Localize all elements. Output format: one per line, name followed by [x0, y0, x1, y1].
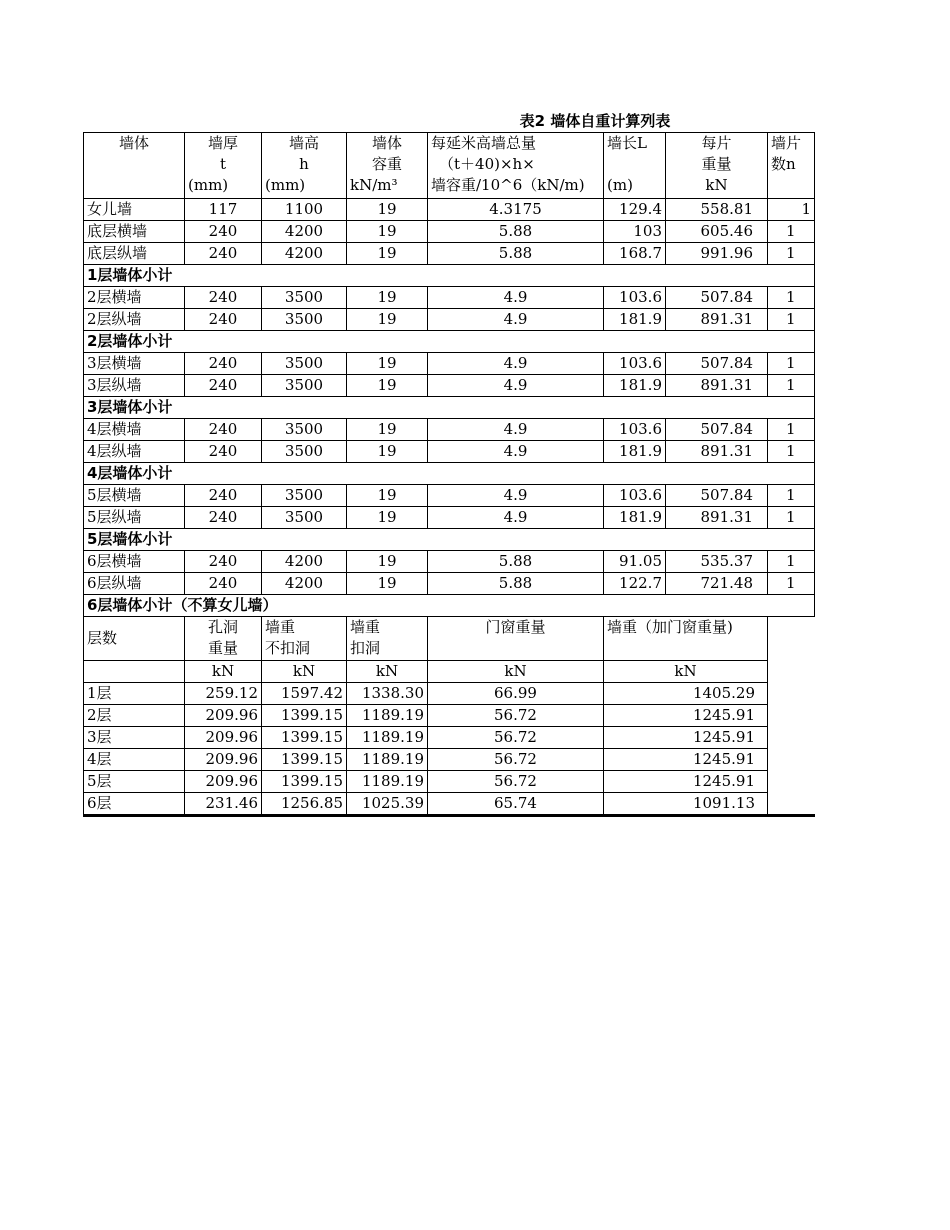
summary-floor: 1层 — [84, 683, 185, 705]
height-cell: 3500 — [262, 419, 347, 441]
height-cell: 1100 — [262, 199, 347, 221]
table-row — [84, 419, 815, 441]
summary-row — [84, 705, 815, 727]
wall-name: 女儿墙 — [84, 199, 185, 221]
subtotal-label: 5层墙体小计 — [84, 529, 815, 551]
weight-cell: 507.84 — [666, 353, 768, 375]
summary-net: 1189.19 — [347, 727, 428, 749]
length-cell: 181.9 — [604, 309, 666, 331]
header-weight: 每片 重量 kN — [666, 133, 768, 199]
count-cell: 1 — [768, 485, 815, 507]
height-cell: 3500 — [262, 485, 347, 507]
thickness-cell: 240 — [185, 441, 262, 463]
height-cell: 4200 — [262, 243, 347, 265]
count-cell: 1 — [768, 507, 815, 529]
wall-name: 4层横墙 — [84, 419, 185, 441]
count-cell: 1 — [768, 243, 815, 265]
summary-floor: 3层 — [84, 727, 185, 749]
summary-total: 1405.29 — [604, 683, 768, 705]
summary-row — [84, 683, 815, 705]
weight-cell: 507.84 — [666, 287, 768, 309]
wall-name: 6层横墙 — [84, 551, 185, 573]
empty-cell — [768, 683, 815, 705]
count-cell: 1 — [768, 287, 815, 309]
weight-cell: 558.81 — [666, 199, 768, 221]
weight-cell: 605.46 — [666, 221, 768, 243]
count-cell: 1 — [768, 309, 815, 331]
table-row — [84, 243, 815, 265]
table-row — [84, 507, 815, 529]
summary-units-row — [84, 661, 815, 683]
thickness-cell: 240 — [185, 485, 262, 507]
summary-total: 1245.91 — [604, 749, 768, 771]
summary-door-window-header: 门窗重量 — [428, 617, 604, 661]
header-density: 墙体 容重 kN/m³ — [347, 133, 428, 199]
density-cell: 19 — [347, 287, 428, 309]
summary-row — [84, 727, 815, 749]
thickness-cell: 240 — [185, 287, 262, 309]
table-row — [84, 287, 815, 309]
empty-cell — [768, 749, 815, 771]
subtotal-row — [84, 529, 815, 551]
summary-total: 1245.91 — [604, 771, 768, 793]
summary-hole: 209.96 — [185, 727, 262, 749]
subtotal-row — [84, 463, 815, 485]
density-cell: 19 — [347, 353, 428, 375]
summary-net: 1025.39 — [347, 793, 428, 816]
summary-hole: 259.12 — [185, 683, 262, 705]
summary-full: 1399.15 — [262, 705, 347, 727]
summary-total: 1245.91 — [604, 705, 768, 727]
density-cell: 19 — [347, 507, 428, 529]
per-meter-cell: 5.88 — [428, 551, 604, 573]
summary-full: 1399.15 — [262, 771, 347, 793]
summary-total: 1245.91 — [604, 727, 768, 749]
density-cell: 19 — [347, 243, 428, 265]
thickness-cell: 240 — [185, 375, 262, 397]
table-row — [84, 353, 815, 375]
summary-header-row — [84, 617, 815, 661]
length-cell: 122.7 — [604, 573, 666, 595]
per-meter-cell: 4.9 — [428, 375, 604, 397]
header-length: 墙长L (m) — [604, 133, 666, 199]
summary-door-window: 56.72 — [428, 771, 604, 793]
thickness-cell: 240 — [185, 353, 262, 375]
table-title: 表2 墙体自重计算列表 — [519, 112, 671, 130]
per-meter-cell: 5.88 — [428, 573, 604, 595]
density-cell: 19 — [347, 441, 428, 463]
length-cell: 129.4 — [604, 199, 666, 221]
header-thickness: 墙厚 t (mm) — [185, 133, 262, 199]
wall-name: 底层纵墙 — [84, 243, 185, 265]
height-cell: 3500 — [262, 287, 347, 309]
density-cell: 19 — [347, 199, 428, 221]
summary-row — [84, 793, 815, 816]
weight-cell: 891.31 — [666, 375, 768, 397]
per-meter-cell: 4.9 — [428, 419, 604, 441]
summary-full-header: 墙重 不扣洞 — [262, 617, 347, 661]
table-row — [84, 551, 815, 573]
summary-net-header: 墙重 扣洞 — [347, 617, 428, 661]
density-cell: 19 — [347, 375, 428, 397]
wall-name: 6层纵墙 — [84, 573, 185, 595]
unit-cell: kN — [347, 661, 428, 683]
summary-net: 1189.19 — [347, 771, 428, 793]
summary-floor-header: 层数 — [84, 617, 185, 661]
per-meter-cell: 5.88 — [428, 221, 604, 243]
weight-cell: 507.84 — [666, 485, 768, 507]
empty-cell — [84, 661, 185, 683]
summary-hole-header: 孔洞 重量 — [185, 617, 262, 661]
weight-cell: 991.96 — [666, 243, 768, 265]
count-cell: 1 — [768, 221, 815, 243]
summary-floor: 4层 — [84, 749, 185, 771]
wall-name: 5层纵墙 — [84, 507, 185, 529]
length-cell: 181.9 — [604, 441, 666, 463]
summary-total: 1091.13 — [604, 793, 768, 816]
header-wall: 墙体 — [84, 133, 185, 199]
summary-total-header: 墙重（加门窗重量) — [604, 617, 768, 661]
length-cell: 181.9 — [604, 375, 666, 397]
count-cell: 1 — [768, 551, 815, 573]
empty-cell — [768, 727, 815, 749]
unit-cell: kN — [185, 661, 262, 683]
wall-name: 2层纵墙 — [84, 309, 185, 331]
weight-cell: 721.48 — [666, 573, 768, 595]
table-row — [84, 199, 815, 221]
wall-name: 3层纵墙 — [84, 375, 185, 397]
per-meter-cell: 4.9 — [428, 353, 604, 375]
summary-net: 1338.30 — [347, 683, 428, 705]
per-meter-cell: 4.9 — [428, 441, 604, 463]
summary-hole: 209.96 — [185, 749, 262, 771]
length-cell: 103.6 — [604, 353, 666, 375]
thickness-cell: 240 — [185, 221, 262, 243]
unit-cell: kN — [428, 661, 604, 683]
length-cell: 103.6 — [604, 485, 666, 507]
thickness-cell: 240 — [185, 573, 262, 595]
height-cell: 4200 — [262, 573, 347, 595]
weight-cell: 891.31 — [666, 507, 768, 529]
weight-cell: 891.31 — [666, 309, 768, 331]
height-cell: 3500 — [262, 507, 347, 529]
summary-floor: 2层 — [84, 705, 185, 727]
density-cell: 19 — [347, 419, 428, 441]
wall-weight-table — [83, 132, 815, 817]
height-cell: 3500 — [262, 375, 347, 397]
count-cell: 1 — [768, 573, 815, 595]
count-cell: 1 — [768, 199, 815, 221]
summary-door-window: 56.72 — [428, 727, 604, 749]
weight-cell: 507.84 — [666, 419, 768, 441]
per-meter-cell: 4.3175 — [428, 199, 604, 221]
wall-name: 5层横墙 — [84, 485, 185, 507]
empty-cell — [768, 617, 815, 661]
header-count: 墙片 数n — [768, 133, 815, 199]
density-cell: 19 — [347, 573, 428, 595]
subtotal-label: 1层墙体小计 — [84, 265, 815, 287]
header-height: 墙高 h (mm) — [262, 133, 347, 199]
subtotal-row — [84, 331, 815, 353]
subtotal-row — [84, 397, 815, 419]
summary-hole: 231.46 — [185, 793, 262, 816]
header-row — [84, 133, 815, 199]
summary-floor: 6层 — [84, 793, 185, 816]
wall-name: 3层横墙 — [84, 353, 185, 375]
density-cell: 19 — [347, 221, 428, 243]
table-row — [84, 375, 815, 397]
subtotal-label: 4层墙体小计 — [84, 463, 815, 485]
length-cell: 168.7 — [604, 243, 666, 265]
height-cell: 3500 — [262, 353, 347, 375]
unit-cell: kN — [262, 661, 347, 683]
empty-cell — [768, 661, 815, 683]
summary-net: 1189.19 — [347, 705, 428, 727]
table-row — [84, 573, 815, 595]
table-row — [84, 221, 815, 243]
per-meter-cell: 5.88 — [428, 243, 604, 265]
wall-name: 2层横墙 — [84, 287, 185, 309]
weight-cell: 891.31 — [666, 441, 768, 463]
summary-row — [84, 771, 815, 793]
length-cell: 103.6 — [604, 287, 666, 309]
subtotal-label: 6层墙体小计（不算女儿墙） — [84, 595, 815, 617]
density-cell: 19 — [347, 551, 428, 573]
header-per-meter: 每延米高墙总量 （t＋40)×h× 墙容重/10^6（kN/m) — [428, 133, 604, 199]
empty-cell — [768, 793, 815, 816]
empty-cell — [768, 771, 815, 793]
summary-door-window: 65.74 — [428, 793, 604, 816]
density-cell: 19 — [347, 309, 428, 331]
wall-name: 4层纵墙 — [84, 441, 185, 463]
length-cell: 91.05 — [604, 551, 666, 573]
subtotal-row — [84, 595, 815, 617]
density-cell: 19 — [347, 485, 428, 507]
table-row — [84, 441, 815, 463]
count-cell: 1 — [768, 375, 815, 397]
subtotal-label: 2层墙体小计 — [84, 331, 815, 353]
per-meter-cell: 4.9 — [428, 287, 604, 309]
table-row — [84, 309, 815, 331]
summary-hole: 209.96 — [185, 771, 262, 793]
height-cell: 4200 — [262, 221, 347, 243]
thickness-cell: 240 — [185, 243, 262, 265]
weight-cell: 535.37 — [666, 551, 768, 573]
wall-name: 底层横墙 — [84, 221, 185, 243]
per-meter-cell: 4.9 — [428, 309, 604, 331]
length-cell: 181.9 — [604, 507, 666, 529]
height-cell: 3500 — [262, 441, 347, 463]
empty-cell — [768, 705, 815, 727]
summary-full: 1399.15 — [262, 749, 347, 771]
thickness-cell: 117 — [185, 199, 262, 221]
count-cell: 1 — [768, 419, 815, 441]
per-meter-cell: 4.9 — [428, 485, 604, 507]
summary-full: 1399.15 — [262, 727, 347, 749]
summary-row — [84, 749, 815, 771]
summary-floor: 5层 — [84, 771, 185, 793]
table-row — [84, 485, 815, 507]
count-cell: 1 — [768, 441, 815, 463]
thickness-cell: 240 — [185, 309, 262, 331]
count-cell: 1 — [768, 353, 815, 375]
summary-full: 1256.85 — [262, 793, 347, 816]
length-cell: 103 — [604, 221, 666, 243]
summary-door-window: 66.99 — [428, 683, 604, 705]
height-cell: 4200 — [262, 551, 347, 573]
summary-door-window: 56.72 — [428, 705, 604, 727]
summary-hole: 209.96 — [185, 705, 262, 727]
unit-cell: kN — [604, 661, 768, 683]
length-cell: 103.6 — [604, 419, 666, 441]
per-meter-cell: 4.9 — [428, 507, 604, 529]
thickness-cell: 240 — [185, 419, 262, 441]
height-cell: 3500 — [262, 309, 347, 331]
summary-full: 1597.42 — [262, 683, 347, 705]
thickness-cell: 240 — [185, 551, 262, 573]
summary-door-window: 56.72 — [428, 749, 604, 771]
subtotal-row — [84, 265, 815, 287]
summary-net: 1189.19 — [347, 749, 428, 771]
subtotal-label: 3层墙体小计 — [84, 397, 815, 419]
thickness-cell: 240 — [185, 507, 262, 529]
